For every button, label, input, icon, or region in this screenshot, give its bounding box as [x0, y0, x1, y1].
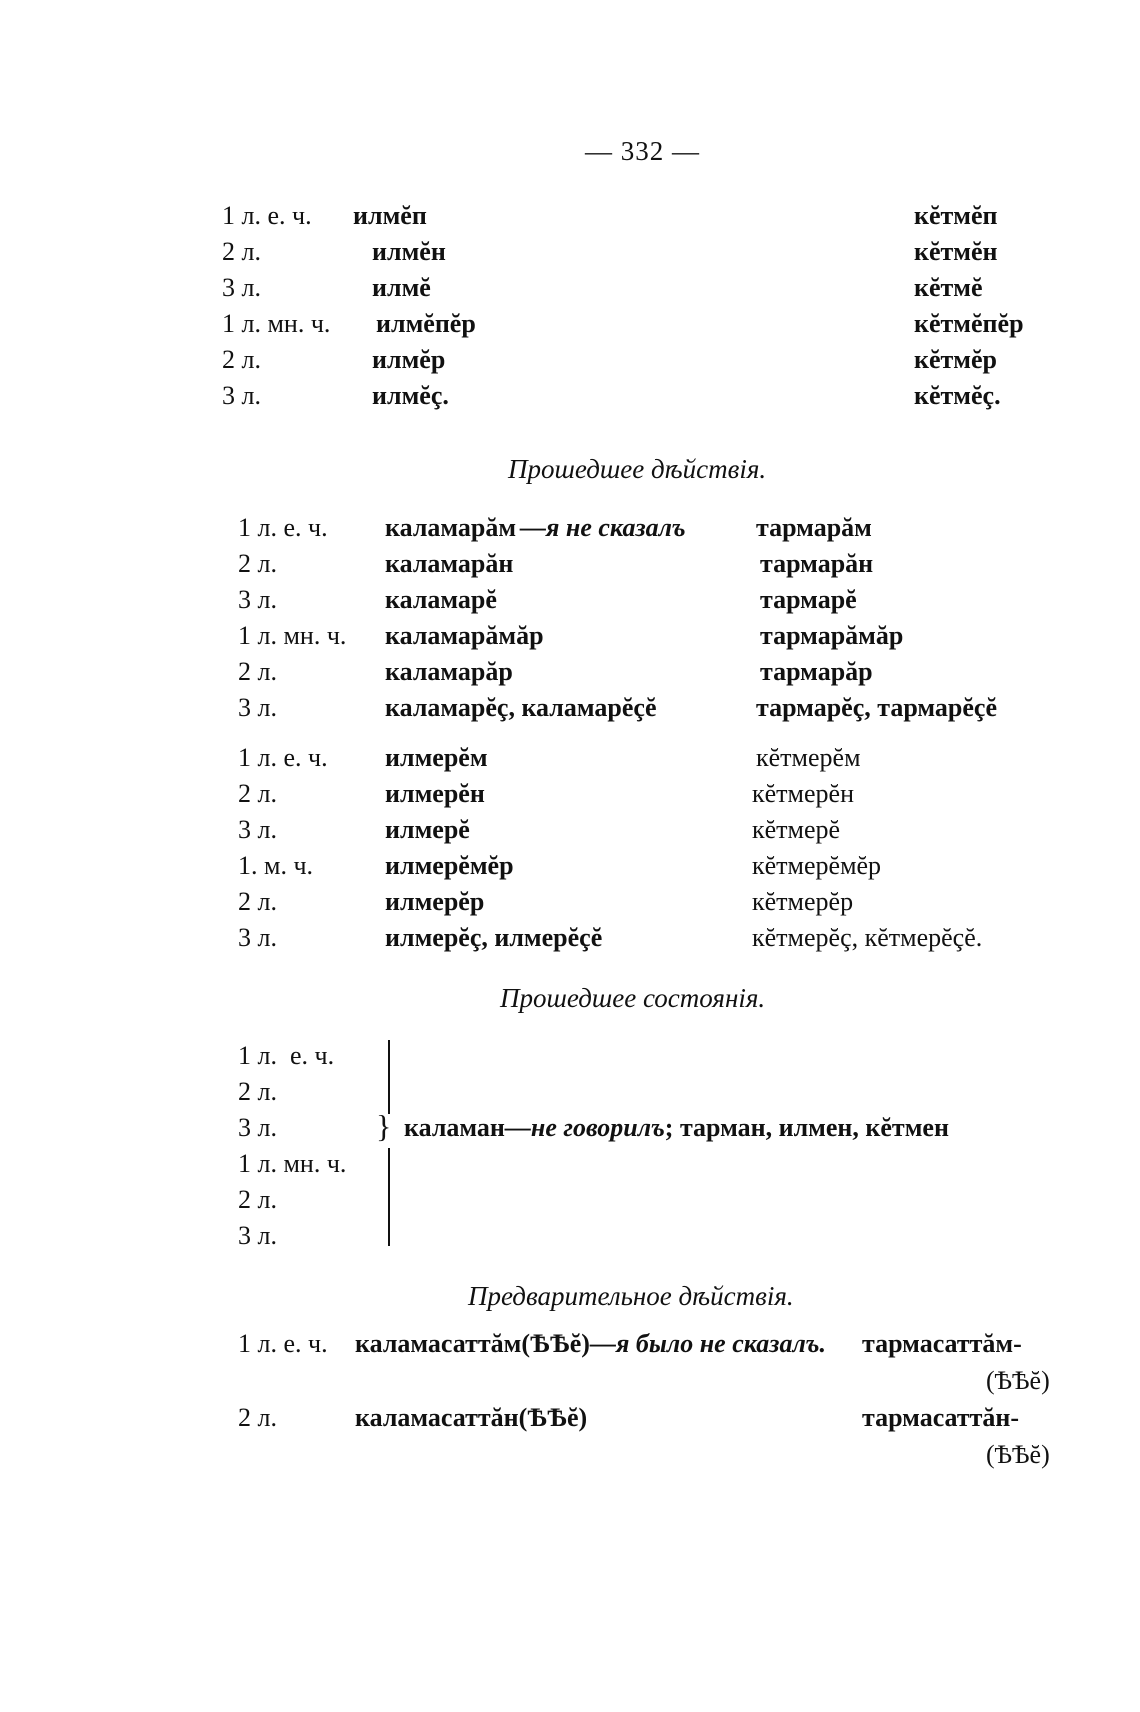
person-label: 1 л. мн. ч. [222, 309, 331, 338]
verb-form-alt: тармарăмăр [760, 621, 904, 650]
person-label: 2 л. [238, 779, 277, 808]
verb-form-alt: тармасаттăм- [862, 1329, 1022, 1358]
gloss-text: —я не сказалъ [520, 513, 686, 542]
verb-form-alt: тармарăм [756, 513, 872, 542]
gloss-text: —не говорилъ [504, 1113, 665, 1142]
verb-form-alt-cont: (ѢѢĕ) [986, 1440, 1050, 1469]
verb-form: илмĕпĕр [376, 309, 476, 338]
verb-form: илмерĕ [385, 815, 470, 844]
person-label: 3 л. [222, 381, 261, 410]
verb-form: каламарĕç, каламарĕçĕ [385, 693, 657, 722]
verb-form-alt: кĕтмерĕç, кĕтмерĕçĕ. [752, 923, 983, 952]
verb-form-alt: тармарăн [760, 549, 874, 578]
person-label: 1. м. ч. [238, 851, 314, 880]
section-heading: Предварительное дѣйствія. [468, 1281, 794, 1311]
verb-form: каламарăн [385, 549, 514, 578]
verb-form-alt: тармарĕç, тармарĕçĕ [756, 693, 997, 722]
verb-form: каламасаттăм(ѢѢĕ) [355, 1329, 590, 1358]
person-label: 3 л. [238, 923, 277, 952]
verb-form: илмерĕр [385, 887, 485, 916]
verb-form: илмерĕн [385, 779, 485, 808]
verb-form-alt: тармасаттăн- [862, 1403, 1020, 1432]
person-label: 3 л. [238, 693, 277, 722]
verb-form: каламан [404, 1113, 505, 1142]
verb-form-alt: кĕтмĕп [914, 201, 998, 230]
page-number: — 332 — [585, 136, 700, 166]
verb-form-alt: тармарăр [760, 657, 873, 686]
brace-line-top [388, 1040, 390, 1114]
verb-form-alt: кĕтмĕн [914, 237, 998, 266]
verb-form: илмерĕм [385, 743, 488, 772]
person-label: 2 л. [222, 345, 261, 374]
person-label: 2 л. [238, 657, 277, 686]
section-heading: Прошедшее состоянія. [500, 983, 766, 1013]
verb-form: илмĕп [353, 201, 427, 230]
person-label: 3 л. [238, 1221, 277, 1250]
person-label: 1 л. мн. ч. [238, 621, 347, 650]
alt-forms: ; тарман, илмен, кĕтмен [664, 1113, 949, 1142]
verb-form: илмерĕмĕр [385, 851, 514, 880]
verb-form: илмĕç. [372, 381, 449, 410]
person-label: 3 л. [238, 815, 277, 844]
verb-form: илмĕр [372, 345, 446, 374]
person-label: 3 л. [238, 1113, 277, 1142]
verb-form-alt: кĕтмерĕн [752, 779, 854, 808]
verb-form-alt: кĕтмĕпĕр [914, 309, 1024, 338]
person-label: 1 л. е. ч. [238, 1041, 335, 1070]
person-label: 2 л. [238, 1403, 277, 1432]
gloss-text: —я было не сказалъ. [590, 1329, 826, 1358]
verb-form-alt: кĕтмĕ [914, 273, 983, 302]
verb-form: илмĕ [372, 273, 431, 302]
verb-form-alt: кĕтмерĕмĕр [752, 851, 882, 880]
person-label: 1 л. е. ч. [238, 1329, 328, 1358]
person-label: 2 л. [238, 1185, 277, 1214]
person-label: 2 л. [238, 549, 277, 578]
person-label: 1 л. мн. ч. [238, 1149, 347, 1178]
verb-form-alt-cont: (ѢѢĕ) [986, 1366, 1050, 1395]
brace-mid: } [376, 1108, 392, 1144]
person-label: 2 л. [238, 887, 277, 916]
person-label: 1 л. е. ч. [238, 743, 328, 772]
person-label: 3 л. [222, 273, 261, 302]
verb-form: илмерĕç, илмерĕçĕ [385, 923, 603, 952]
verb-form-alt: тармарĕ [760, 585, 857, 614]
person-label: 1 л. е. ч. [222, 201, 312, 230]
verb-form: каламарăр [385, 657, 513, 686]
verb-form: каламарăм [385, 513, 517, 542]
verb-form: каламасаттăн(ѢѢĕ) [355, 1403, 588, 1432]
verb-form: илмĕн [372, 237, 446, 266]
person-label: 2 л. [222, 237, 261, 266]
brace-line-bottom [388, 1148, 390, 1246]
verb-form-alt: кĕтмĕр [914, 345, 998, 374]
verb-form-alt: кĕтмерĕм [756, 743, 861, 772]
verb-form: каламарĕ [385, 585, 497, 614]
section-heading: Прошедшее дѣйствія. [508, 454, 767, 484]
verb-form-alt: кĕтмĕç. [914, 381, 1001, 410]
person-label: 3 л. [238, 585, 277, 614]
person-label: 1 л. е. ч. [238, 513, 328, 542]
verb-form: каламарăмăр [385, 621, 544, 650]
verb-form-alt: кĕтмерĕ [752, 815, 841, 844]
person-label: 2 л. [238, 1077, 277, 1106]
verb-form-alt: кĕтмерĕр [752, 887, 854, 916]
shared-form-line [404, 1115, 949, 1141]
